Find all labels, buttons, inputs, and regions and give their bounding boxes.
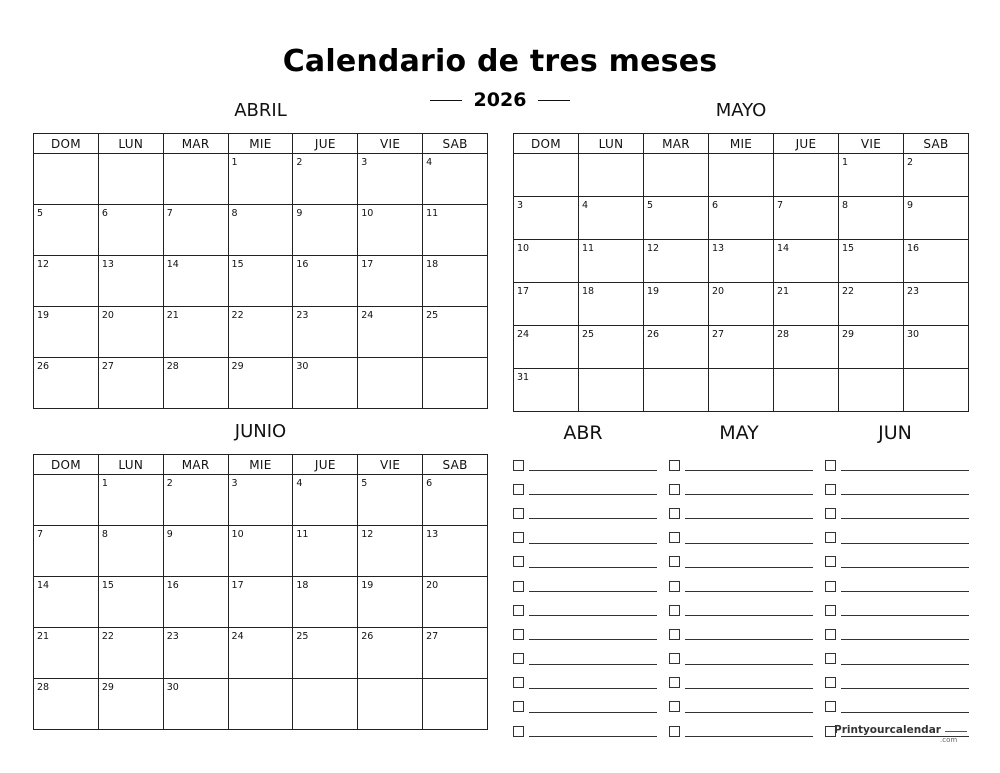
- month-title-may: MAYO: [715, 100, 767, 121]
- todo-item: [825, 695, 969, 719]
- weekday-header: LUN: [98, 455, 163, 475]
- todo-writing-line: [685, 615, 813, 616]
- day-cell: 2: [163, 475, 228, 526]
- day-cell: 1: [228, 154, 293, 205]
- weekday-header: SAB: [904, 134, 969, 154]
- day-cell: 23: [293, 307, 358, 358]
- todo-item: [513, 671, 657, 695]
- day-cell: 11: [423, 205, 488, 256]
- checkbox[interactable]: [513, 653, 524, 664]
- todo-writing-line: [529, 543, 657, 544]
- week-row: [34, 679, 488, 730]
- day-cell: [774, 369, 839, 412]
- todo-item: [669, 501, 813, 525]
- todo-writing-line: [841, 688, 969, 689]
- todo-item: [825, 574, 969, 598]
- checkbox[interactable]: [513, 581, 524, 592]
- todo-writing-line: [841, 494, 969, 495]
- todo-item: [669, 622, 813, 646]
- todo-list-jun: [825, 453, 969, 743]
- day-cell: 15: [98, 577, 163, 628]
- day-cell: 15: [839, 240, 904, 283]
- calendar-april: [33, 133, 488, 409]
- day-cell: 6: [423, 475, 488, 526]
- day-cell: 30: [293, 358, 358, 409]
- day-cell: 3: [228, 475, 293, 526]
- week-row: [34, 256, 488, 307]
- brand-name: Printyourcalendar: [834, 724, 941, 736]
- weekday-header-row: [34, 134, 488, 154]
- day-cell: 12: [644, 240, 709, 283]
- todo-item: [825, 671, 969, 695]
- day-cell: 18: [579, 283, 644, 326]
- weekday-header-row: [34, 455, 488, 475]
- week-row: [514, 369, 969, 412]
- day-cell: 28: [163, 358, 228, 409]
- day-cell: [34, 475, 99, 526]
- todo-item: [825, 526, 969, 550]
- day-cell: [34, 154, 99, 205]
- weekday-header: SAB: [423, 134, 488, 154]
- day-cell: [839, 369, 904, 412]
- checkbox[interactable]: [825, 677, 836, 688]
- todo-writing-line: [529, 567, 657, 568]
- day-cell: 27: [709, 326, 774, 369]
- todo-item: [513, 550, 657, 574]
- checkbox[interactable]: [513, 508, 524, 519]
- checkbox[interactable]: [513, 532, 524, 543]
- weekday-header: DOM: [514, 134, 579, 154]
- day-cell: 14: [34, 577, 99, 628]
- day-cell: 26: [358, 628, 423, 679]
- todo-writing-line: [685, 591, 813, 592]
- todo-writing-line: [529, 712, 657, 713]
- day-cell: 28: [34, 679, 99, 730]
- week-row: [34, 307, 488, 358]
- day-cell: 19: [358, 577, 423, 628]
- checkbox[interactable]: [513, 701, 524, 712]
- day-cell: 29: [98, 679, 163, 730]
- checkbox[interactable]: [825, 508, 836, 519]
- checkbox[interactable]: [513, 677, 524, 688]
- todo-writing-line: [841, 470, 969, 471]
- week-row: [34, 577, 488, 628]
- checkbox[interactable]: [669, 605, 680, 616]
- day-cell: 21: [163, 307, 228, 358]
- checkbox[interactable]: [825, 460, 836, 471]
- checkbox[interactable]: [669, 726, 680, 737]
- todo-writing-line: [685, 543, 813, 544]
- checkbox[interactable]: [825, 605, 836, 616]
- day-cell: 11: [293, 526, 358, 577]
- day-cell: [579, 154, 644, 197]
- checkbox[interactable]: [825, 701, 836, 712]
- day-cell: 29: [228, 358, 293, 409]
- day-cell: 5: [34, 205, 99, 256]
- day-cell: 10: [228, 526, 293, 577]
- day-cell: 12: [34, 256, 99, 307]
- week-row: [34, 475, 488, 526]
- brand-watermark: [834, 724, 967, 736]
- day-cell: 14: [163, 256, 228, 307]
- day-cell: 26: [34, 358, 99, 409]
- todo-writing-line: [685, 494, 813, 495]
- checkbox[interactable]: [669, 460, 680, 471]
- todo-writing-line: [841, 664, 969, 665]
- todo-item: [513, 622, 657, 646]
- checkbox[interactable]: [825, 532, 836, 543]
- todo-item: [513, 695, 657, 719]
- weekday-header: MAR: [163, 455, 228, 475]
- day-cell: 9: [163, 526, 228, 577]
- todo-writing-line: [685, 664, 813, 665]
- day-cell: 12: [358, 526, 423, 577]
- day-cell: 17: [514, 283, 579, 326]
- todo-item: [825, 550, 969, 574]
- day-cell: 20: [709, 283, 774, 326]
- day-cell: [423, 679, 488, 730]
- weekday-header: VIE: [358, 134, 423, 154]
- weekday-header: LUN: [579, 134, 644, 154]
- week-row: [34, 526, 488, 577]
- checkbox[interactable]: [513, 605, 524, 616]
- todo-item: [513, 501, 657, 525]
- day-cell: 23: [904, 283, 969, 326]
- day-cell: 31: [514, 369, 579, 412]
- day-cell: 6: [709, 197, 774, 240]
- day-cell: 18: [423, 256, 488, 307]
- day-cell: 9: [904, 197, 969, 240]
- checkbox[interactable]: [825, 581, 836, 592]
- day-cell: [709, 369, 774, 412]
- calendar-june: [33, 454, 488, 730]
- day-cell: 29: [839, 326, 904, 369]
- day-cell: 5: [644, 197, 709, 240]
- day-cell: 22: [228, 307, 293, 358]
- day-cell: 19: [644, 283, 709, 326]
- checkbox[interactable]: [825, 629, 836, 640]
- weekday-header: LUN: [98, 134, 163, 154]
- todo-writing-line: [529, 664, 657, 665]
- day-cell: 3: [358, 154, 423, 205]
- checkbox[interactable]: [513, 484, 524, 495]
- todo-item: [669, 526, 813, 550]
- todo-writing-line: [685, 470, 813, 471]
- todo-item: [669, 477, 813, 501]
- weekday-header: SAB: [423, 455, 488, 475]
- week-row: [514, 240, 969, 283]
- day-cell: 10: [514, 240, 579, 283]
- todo-item: [669, 671, 813, 695]
- weekday-header: MAR: [644, 134, 709, 154]
- todo-writing-line: [529, 591, 657, 592]
- day-cell: 13: [423, 526, 488, 577]
- day-cell: [579, 369, 644, 412]
- todo-writing-line: [841, 639, 969, 640]
- checkbox[interactable]: [669, 677, 680, 688]
- weekday-header: DOM: [34, 134, 99, 154]
- todo-item: [513, 477, 657, 501]
- todo-writing-line: [685, 518, 813, 519]
- todo-header-abr: ABR: [563, 422, 603, 444]
- day-cell: 14: [774, 240, 839, 283]
- todo-item: [513, 647, 657, 671]
- todo-writing-line: [685, 712, 813, 713]
- checkbox[interactable]: [825, 484, 836, 495]
- day-cell: 30: [904, 326, 969, 369]
- day-cell: 8: [839, 197, 904, 240]
- day-cell: 7: [774, 197, 839, 240]
- brand-suffix: .com: [940, 736, 958, 744]
- weekday-header: JUE: [293, 455, 358, 475]
- todo-item: [513, 719, 657, 743]
- day-cell: 6: [98, 205, 163, 256]
- todo-writing-line: [841, 518, 969, 519]
- todo-item: [669, 574, 813, 598]
- day-cell: 5: [358, 475, 423, 526]
- day-cell: 13: [709, 240, 774, 283]
- week-row: [514, 283, 969, 326]
- day-cell: 8: [228, 205, 293, 256]
- day-cell: 26: [644, 326, 709, 369]
- day-cell: [98, 154, 163, 205]
- day-cell: 25: [293, 628, 358, 679]
- todo-writing-line: [841, 567, 969, 568]
- day-cell: [514, 154, 579, 197]
- checkbox[interactable]: [513, 556, 524, 567]
- todo-item: [669, 550, 813, 574]
- calendar-may: [513, 133, 969, 412]
- day-cell: 20: [98, 307, 163, 358]
- weekday-header: VIE: [839, 134, 904, 154]
- day-cell: 27: [423, 628, 488, 679]
- day-cell: 13: [98, 256, 163, 307]
- day-cell: 16: [163, 577, 228, 628]
- day-cell: [228, 679, 293, 730]
- day-cell: 8: [98, 526, 163, 577]
- checkbox[interactable]: [669, 556, 680, 567]
- todo-item: [513, 598, 657, 622]
- todo-writing-line: [841, 591, 969, 592]
- todo-list-abr: [513, 453, 657, 743]
- todo-item: [825, 622, 969, 646]
- todo-writing-line: [529, 615, 657, 616]
- day-cell: 4: [423, 154, 488, 205]
- day-cell: 2: [293, 154, 358, 205]
- day-cell: 15: [228, 256, 293, 307]
- day-cell: 20: [423, 577, 488, 628]
- day-cell: [293, 679, 358, 730]
- todo-writing-line: [529, 470, 657, 471]
- weekday-header: VIE: [358, 455, 423, 475]
- month-title-june: JUNIO: [234, 421, 287, 442]
- todo-item: [513, 574, 657, 598]
- day-cell: 11: [579, 240, 644, 283]
- checkbox[interactable]: [669, 653, 680, 664]
- day-cell: 23: [163, 628, 228, 679]
- checkbox[interactable]: [825, 653, 836, 664]
- day-cell: 19: [34, 307, 99, 358]
- week-row: [514, 326, 969, 369]
- day-cell: 7: [163, 205, 228, 256]
- day-cell: [358, 358, 423, 409]
- week-row: [34, 358, 488, 409]
- week-row: [514, 154, 969, 197]
- todo-item: [669, 453, 813, 477]
- todo-item: [669, 719, 813, 743]
- weekday-header-row: [514, 134, 969, 154]
- todo-item: [669, 695, 813, 719]
- day-cell: 21: [34, 628, 99, 679]
- todo-item: [513, 526, 657, 550]
- todo-writing-line: [685, 639, 813, 640]
- todo-writing-line: [841, 712, 969, 713]
- todo-writing-line: [685, 688, 813, 689]
- todo-writing-line: [685, 567, 813, 568]
- week-row: [34, 205, 488, 256]
- todo-writing-line: [529, 688, 657, 689]
- weekday-header: MAR: [163, 134, 228, 154]
- day-cell: 17: [358, 256, 423, 307]
- weekday-header: MIE: [228, 455, 293, 475]
- day-cell: 7: [34, 526, 99, 577]
- checkbox[interactable]: [513, 460, 524, 471]
- todo-list-may: [669, 453, 813, 743]
- day-cell: 2: [904, 154, 969, 197]
- todo-writing-line: [841, 615, 969, 616]
- day-cell: 25: [423, 307, 488, 358]
- week-row: [34, 154, 488, 205]
- todo-writing-line: [841, 543, 969, 544]
- day-cell: [709, 154, 774, 197]
- day-cell: 3: [514, 197, 579, 240]
- checkbox[interactable]: [669, 532, 680, 543]
- checkbox[interactable]: [513, 726, 524, 737]
- day-cell: 9: [293, 205, 358, 256]
- brand-rule: [945, 731, 967, 732]
- day-cell: 4: [579, 197, 644, 240]
- weekday-header: JUE: [293, 134, 358, 154]
- day-cell: 21: [774, 283, 839, 326]
- day-cell: 24: [228, 628, 293, 679]
- day-cell: 22: [98, 628, 163, 679]
- day-cell: 1: [839, 154, 904, 197]
- day-cell: [163, 154, 228, 205]
- day-cell: 24: [358, 307, 423, 358]
- weekday-header: JUE: [774, 134, 839, 154]
- day-cell: [644, 369, 709, 412]
- todo-header-may: MAY: [719, 422, 759, 444]
- todo-item: [825, 501, 969, 525]
- day-cell: 28: [774, 326, 839, 369]
- weekday-header: MIE: [228, 134, 293, 154]
- week-row: [514, 197, 969, 240]
- checkbox[interactable]: [513, 629, 524, 640]
- checkbox[interactable]: [669, 629, 680, 640]
- day-cell: 22: [839, 283, 904, 326]
- day-cell: 30: [163, 679, 228, 730]
- day-cell: 16: [904, 240, 969, 283]
- todo-item: [669, 647, 813, 671]
- todo-item: [825, 453, 969, 477]
- todo-writing-line: [529, 736, 657, 737]
- checkbox[interactable]: [669, 484, 680, 495]
- weekday-header: DOM: [34, 455, 99, 475]
- todo-item: [513, 453, 657, 477]
- todo-item: [669, 598, 813, 622]
- todo-item: [825, 647, 969, 671]
- todo-header-jun: JUN: [878, 422, 912, 444]
- day-cell: 25: [579, 326, 644, 369]
- todo-writing-line: [529, 639, 657, 640]
- checkbox[interactable]: [825, 556, 836, 567]
- todo-writing-line: [529, 494, 657, 495]
- day-cell: 16: [293, 256, 358, 307]
- day-cell: 4: [293, 475, 358, 526]
- day-cell: 27: [98, 358, 163, 409]
- todo-writing-line: [685, 736, 813, 737]
- checkbox[interactable]: [669, 508, 680, 519]
- todo-writing-line: [529, 518, 657, 519]
- checkbox[interactable]: [669, 581, 680, 592]
- month-title-april: ABRIL: [234, 100, 287, 121]
- day-cell: 18: [293, 577, 358, 628]
- day-cell: [358, 679, 423, 730]
- day-cell: [423, 358, 488, 409]
- day-cell: 1: [98, 475, 163, 526]
- day-cell: 24: [514, 326, 579, 369]
- todo-item: [825, 598, 969, 622]
- page-title: Calendario de tres meses: [282, 44, 718, 79]
- todo-item: [825, 477, 969, 501]
- checkbox[interactable]: [669, 701, 680, 712]
- year-label: 2026: [473, 89, 527, 111]
- day-cell: [904, 369, 969, 412]
- day-cell: 10: [358, 205, 423, 256]
- day-cell: [644, 154, 709, 197]
- weekday-header: MIE: [709, 134, 774, 154]
- day-cell: [774, 154, 839, 197]
- week-row: [34, 628, 488, 679]
- day-cell: 17: [228, 577, 293, 628]
